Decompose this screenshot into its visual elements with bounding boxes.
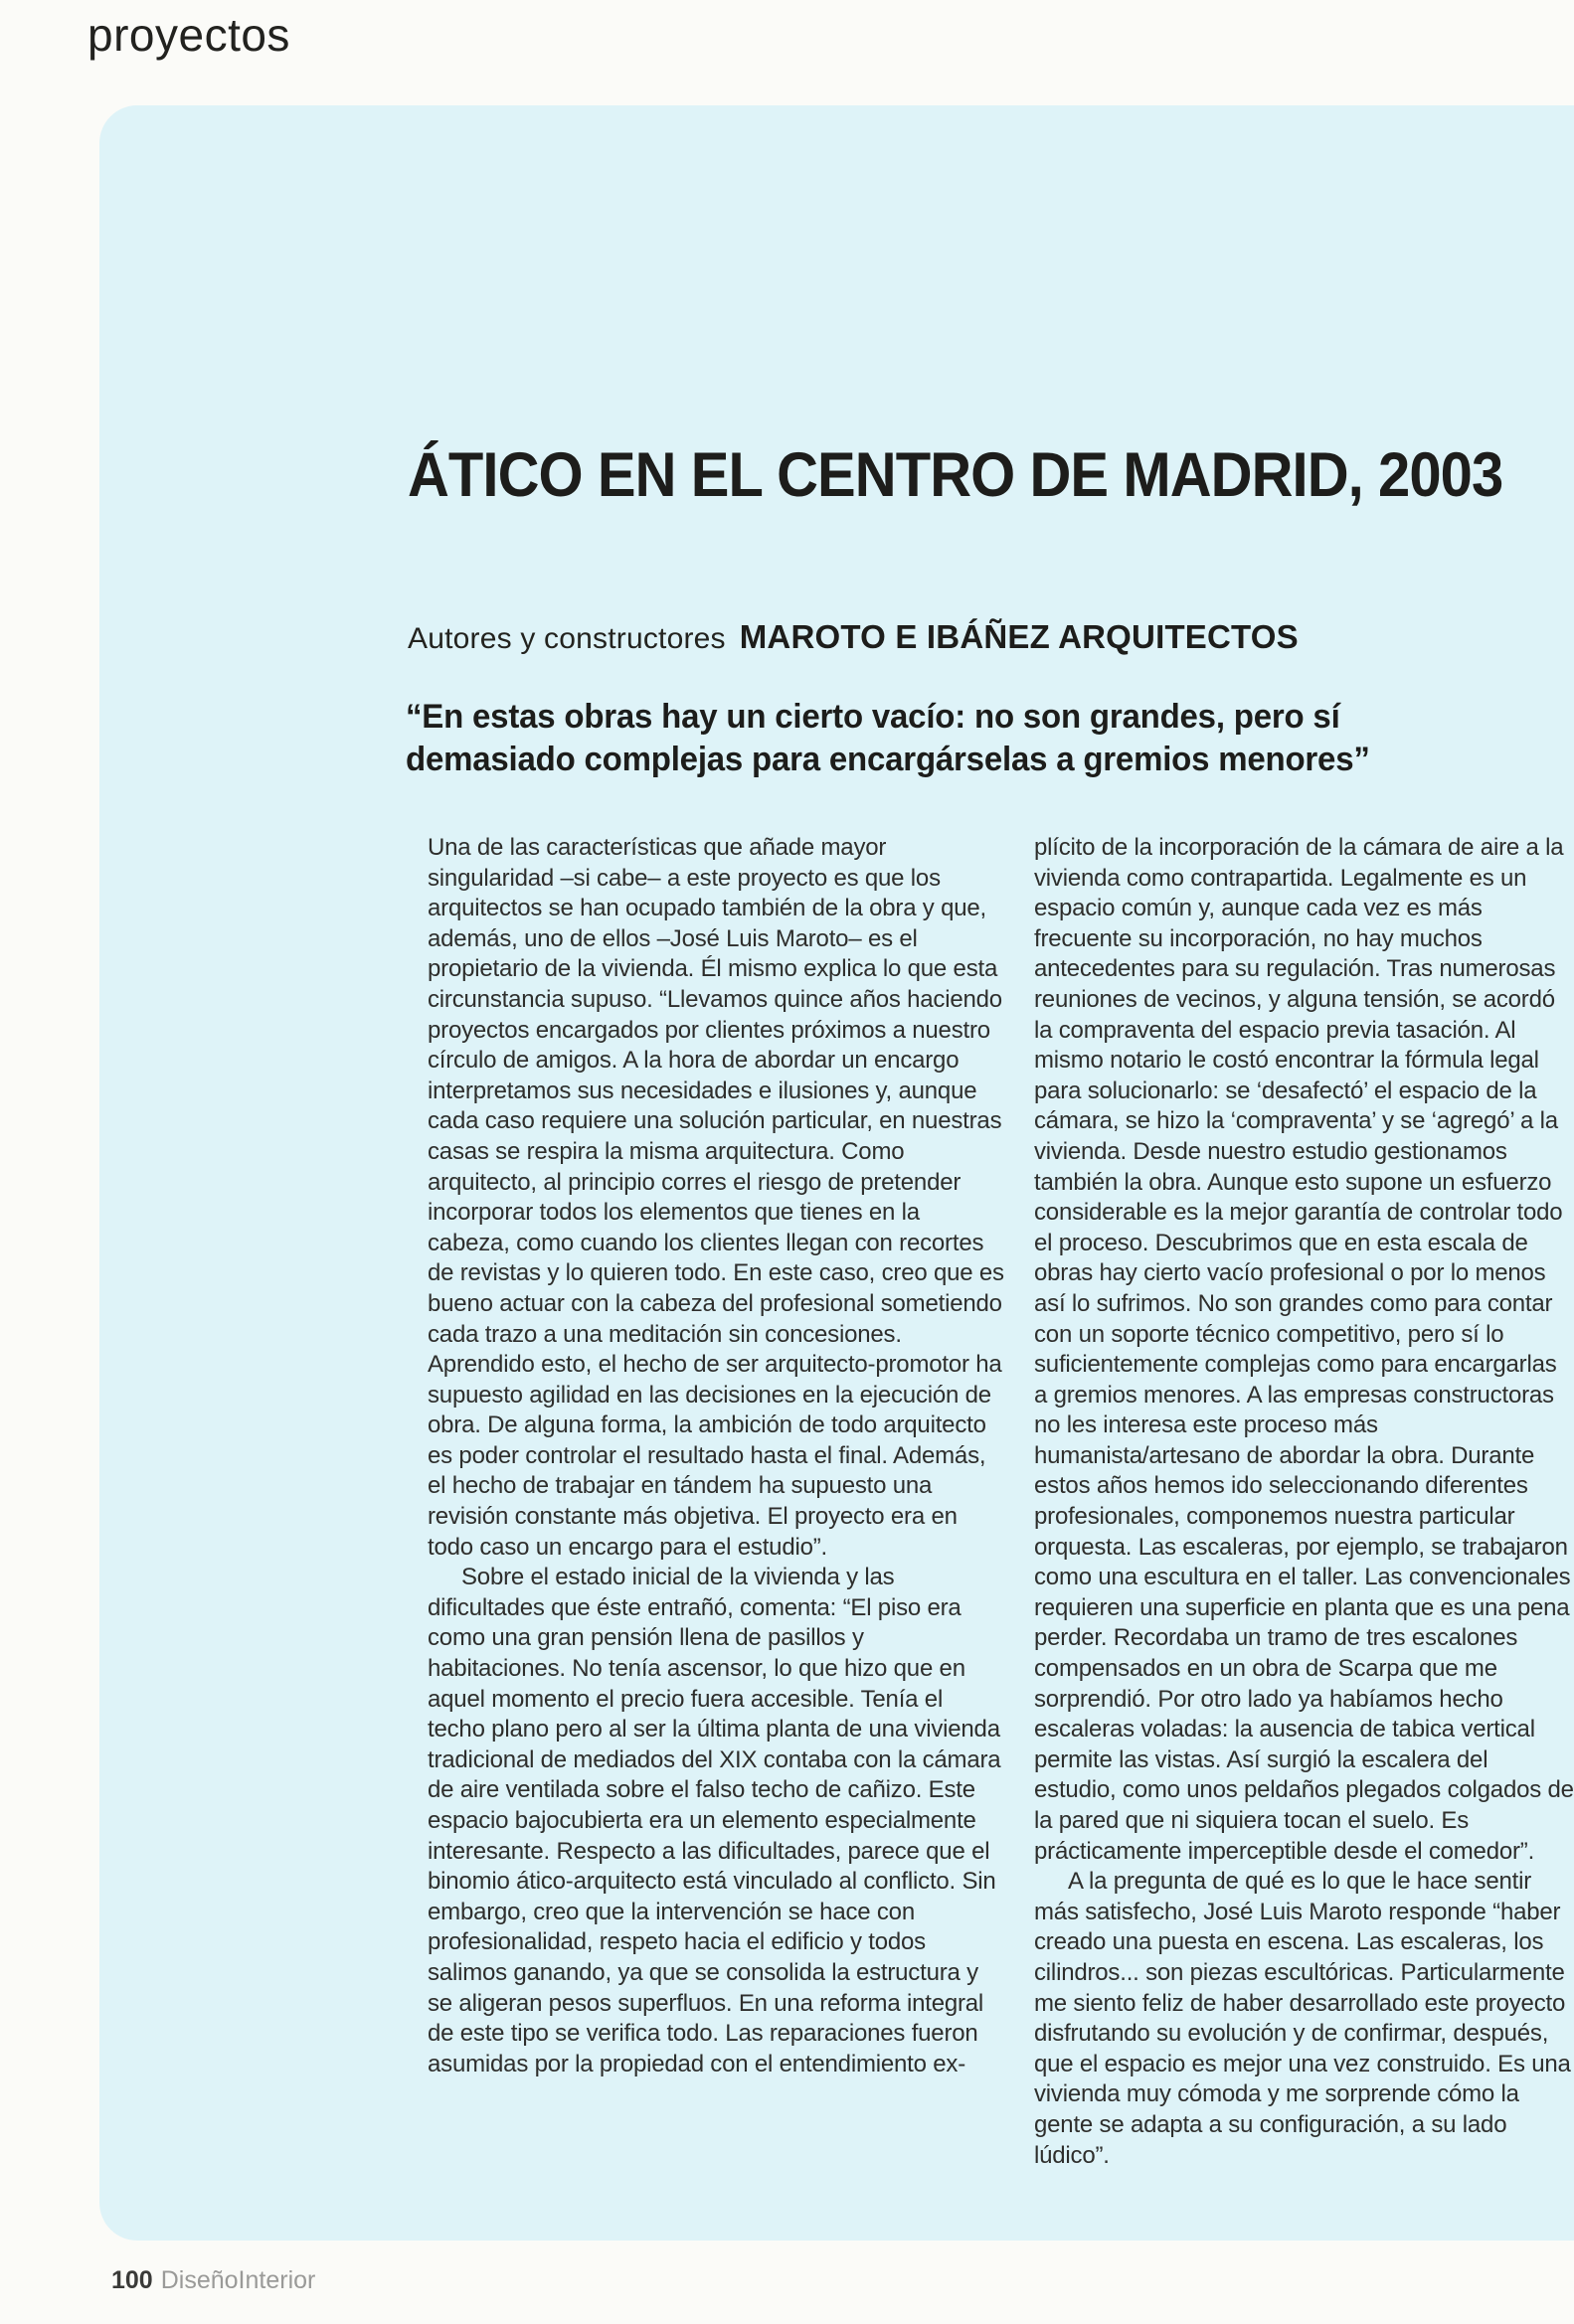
paragraph: A la pregunta de qué es lo que le hace sentir más satisfecho, José Luis Maroto responde “haber creado una puesta en escena. Las escaleras, los cilindros... son piezas escultóricas. Particularmente me siento feliz de haber desarrollado este proyecto disfrutando su evolución y de confirmar, después, que el espacio es mejor una vez construido. Es una vivienda muy cómoda y me sorprende cómo la gente se adapta a su configuración, a su lado lúdico”. (1034, 1868, 1571, 2169)
article-title: ÁTICO EN EL CENTRO DE MADRID, 2003 (408, 440, 1503, 510)
byline (408, 618, 1299, 656)
article-body (428, 833, 1574, 2171)
byline-label: Autores y constructores (408, 622, 726, 655)
body-column-left (428, 833, 1004, 2171)
byline-architects-name: MAROTO E IBÁÑEZ ARQUITECTOS (739, 618, 1299, 655)
page-number: 100 (111, 2266, 153, 2294)
magazine-name: DiseñoInterior (160, 2266, 316, 2294)
body-column-right (1034, 833, 1574, 2171)
paragraph: Sobre el estado inicial de la vivienda y las dificultades que éste entrañó, comenta: “El piso era como una gran pensión llena de pasillos y habitaciones. No tenía ascensor, lo que hizo que en aquel momento el precio fuera accesible. Tenía el techo plano pero al ser la última planta de una vivienda tradicional de mediados del XIX contaba con la cámara de aire ventilada sobre el falso techo de cañizo. Este espacio bajocubierta era un elemento especialmente interesante. Respecto a las dificultades, parece que el binomio ático-arquitecto está vinculado al conflicto. Sin embargo, creo que la intervención se hace con profesionalidad, respeto hacia el edificio y todos salimos ganando, ya que se consolida la estructura y se aligeran pesos superfluos. En una reforma integral de este tipo se verifica todo. Las reparaciones fueron asumidas por la propiedad con el entendimiento ex- (428, 1564, 1001, 2077)
pull-quote: “En estas obras hay un cierto vacío: no son grandes, pero sí demasiado complejas para encargárselas a gremios menores” (406, 698, 1370, 778)
section-kicker: proyectos (87, 9, 290, 61)
paragraph: Una de las características que añade mayor singularidad –si cabe– a este proyecto es que los arquitectos se han ocupado también de la obra y que, además, uno de ellos –José Luis Maroto– es el propietario de la vivienda. Él mismo explica lo que esta circunstancia supuso. “Llevamos quince años haciendo proyectos encargados por clientes próximos a nuestro círculo de amigos. A la hora de abordar un encargo interpretamos sus necesidades e ilusiones y, aunque cada caso requiere una solución particular, en nuestras casas se respira la misma arquitectura. Como arquitecto, al principio corres el riesgo de pretender incorporar todos los elementos que tienes en la cabeza, como cuando los clientes llegan con recortes de revistas y lo quieren todo. En este caso, creo que es bueno actuar con la cabeza del profesional sometiendo cada trazo a una meditación sin concesiones. Aprendido esto, el hecho de ser arquitecto-promotor ha supuesto agilidad en las decisiones en la ejecución de obra. De alguna forma, la ambición de todo arquitecto es poder controlar el resultado hasta el final. Además, el hecho de trabajar en tándem ha supuesto una revisión constante más objetiva. El proyecto era en todo caso un encargo para el estudio”. (428, 834, 1004, 1561)
page-footer (111, 2266, 315, 2295)
paragraph: plícito de la incorporación de la cámara de aire a la vivienda como contrapartida. Legalmente es un espacio común y, aunque cada vez es más frecuente su incorporación, no hay muchos antecedentes para su regulación. Tras numerosas reuniones de vecinos, y alguna tensión, se acordó la compraventa del espacio previa tasación. Al mismo notario le costó encontrar la fórmula legal para solucionarlo: se ‘desafectó’ el espacio de la cámara, se hizo la ‘compraventa’ y se ‘agregó’ a la vivienda. Desde nuestro estudio gestionamos también la obra. Aunque esto supone un esfuerzo considerable es la mejor garantía de controlar todo el proceso. Descubrimos que en esta escala de obras hay cierto vacío profesional o por lo menos así lo sufrimos. No son grandes como para contar con un soporte técnico competitivo, pero sí lo suficientemente complejas como para encargarlas a gremios menores. A las empresas constructoras no les interesa este proceso más humanista/artesano de abordar la obra. Durante estos años hemos ido seleccionando diferentes profesionales, componemos nuestra particular orquesta. Las escaleras, por ejemplo, se trabajaron como una escultura en el taller. Las convencionales requieren una superficie en planta que es una pena perder. Recordaba un tramo de tres escalones compensados en un obra de Scarpa que me sorprendió. Por otro lado ya habíamos hecho escaleras voladas: la ausencia de tabica vertical permite las vistas. Así surgió la escalera del estudio, como unos peldaños plegados colgados de la pared que ni siquiera tocan el suelo. Es prácticamente imperceptible desde el comedor”. (1034, 834, 1574, 1865)
